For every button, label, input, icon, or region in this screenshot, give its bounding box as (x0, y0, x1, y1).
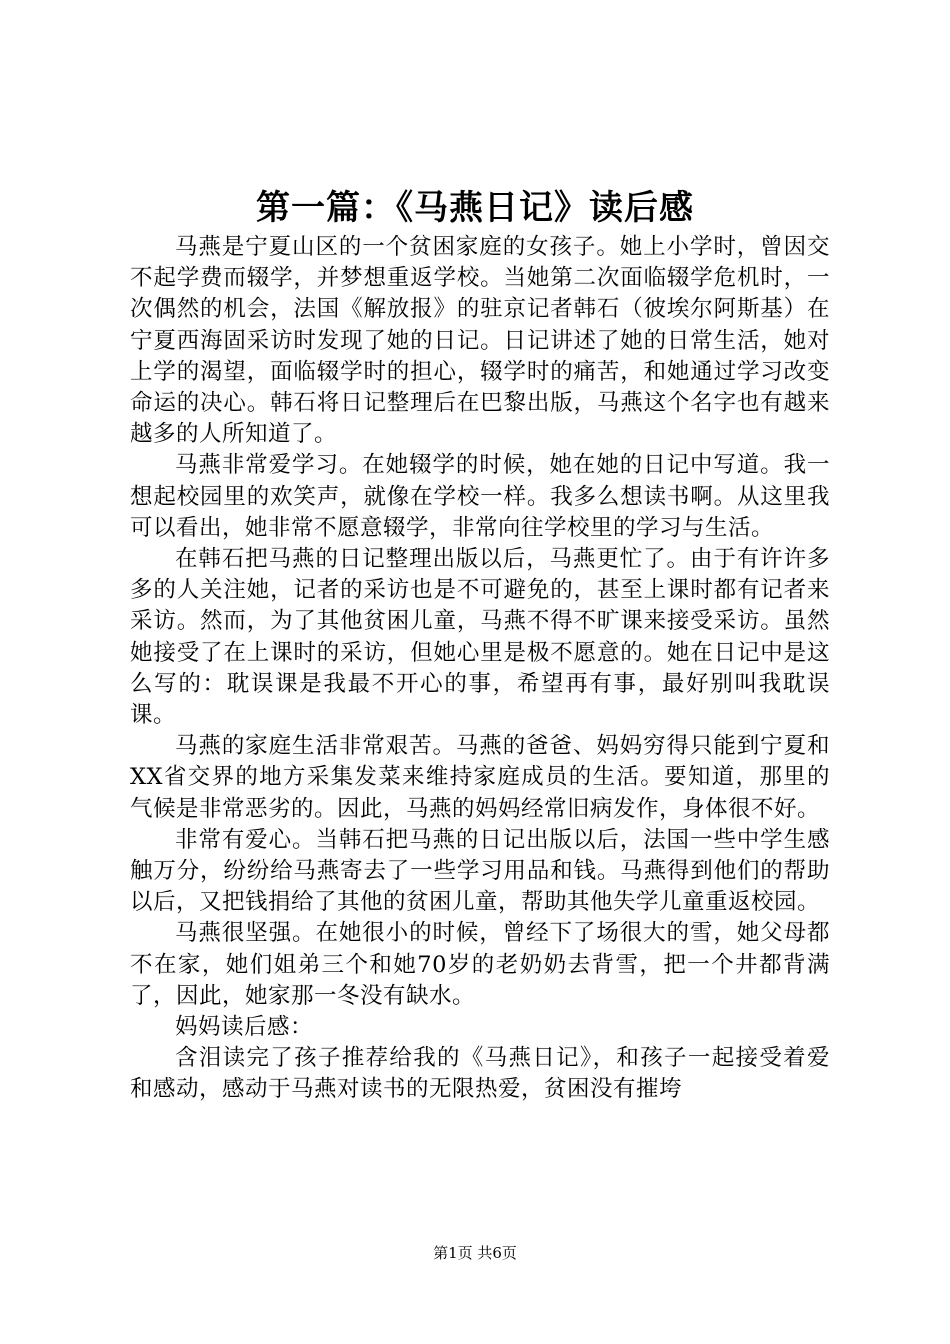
paragraph-6: 马燕很坚强。在她很小的时候，曾经下了场很大的雪，她父母都不在家，她们姐弟三个和她70岁的老奶奶去背雪，把一个井都背满了，因此，她家那一冬没有缺水。 (130, 920, 830, 1009)
paragraph-5: 非常有爱心。当韩石把马燕的日记出版以后，法国一些中学生感触万分，纷纷给马燕寄去了一些学习用品和钱。马燕得到他们的帮助以后，又把钱捐给了其他的贫困儿童，帮助其他失学儿童重返校园。 (130, 826, 830, 916)
paragraph-3: 在韩石把马燕的日记整理出版以后，马燕更忙了。由于有许许多多的人关注她，记者的采访也是不可避免的，甚至上课时都有记者来采访。然而，为了其他贫困儿童，马燕不得不旷课来接受采访。虽然她接受了在上课时的采访，但她心里是极不愿意的。她在日记中是这么写的：耽误课是我最不开心的事，希望再有事，最好别叫我耽误课。 (130, 546, 830, 729)
paragraph-1: 马燕是宁夏山区的一个贫困家庭的女孩子。她上小学时，曾因交不起学费而辍学，并梦想重返学校。当她第二次面临辍学危机时，一次偶然的机会，法国《解放报》的驻京记者韩石（彼埃尔阿斯基）在宁夏西海固采访时发现了她的日记。日记讲述了她的日常生活，她对上学的渴望，面临辍学时的担心，辍学时的痛苦，和她通过学习改变命运的决心。韩石将日记整理后在巴黎出版，马燕这个名字也有越来越多的人所知道了。 (130, 234, 830, 448)
paragraph-4: 马燕的家庭生活非常艰苦。马燕的爸爸、妈妈穷得只能到宁夏和XX省交界的地方采集发菜来维持家庭成员的生活。要知道，那里的气候是非常恶劣的。因此，马燕的妈妈经常旧病发作，身体很不好。 (130, 733, 830, 822)
document-body (130, 232, 830, 1106)
paragraph-2: 马燕非常爱学习。在她辍学的时候，她在她的日记中写道。我一想起校园里的欢笑声，就像在学校一样。我多么想读书啊。从这里我可以看出，她非常不愿意辍学，非常向往学校里的学习与生活。 (130, 452, 830, 541)
paragraph-8: 含泪读完了孩子推荐给我的《马燕日记》，和孩子一起接受着爱和感动，感动于马燕对读书的无限热爱，贫困没有摧垮 (130, 1045, 830, 1103)
document-title: 第一篇：《马燕日记》读后感 (256, 188, 694, 228)
paragraph-7-heading: 妈妈读后感： (175, 1014, 314, 1041)
page-footer: 第1页 共6页 (433, 1244, 517, 1262)
